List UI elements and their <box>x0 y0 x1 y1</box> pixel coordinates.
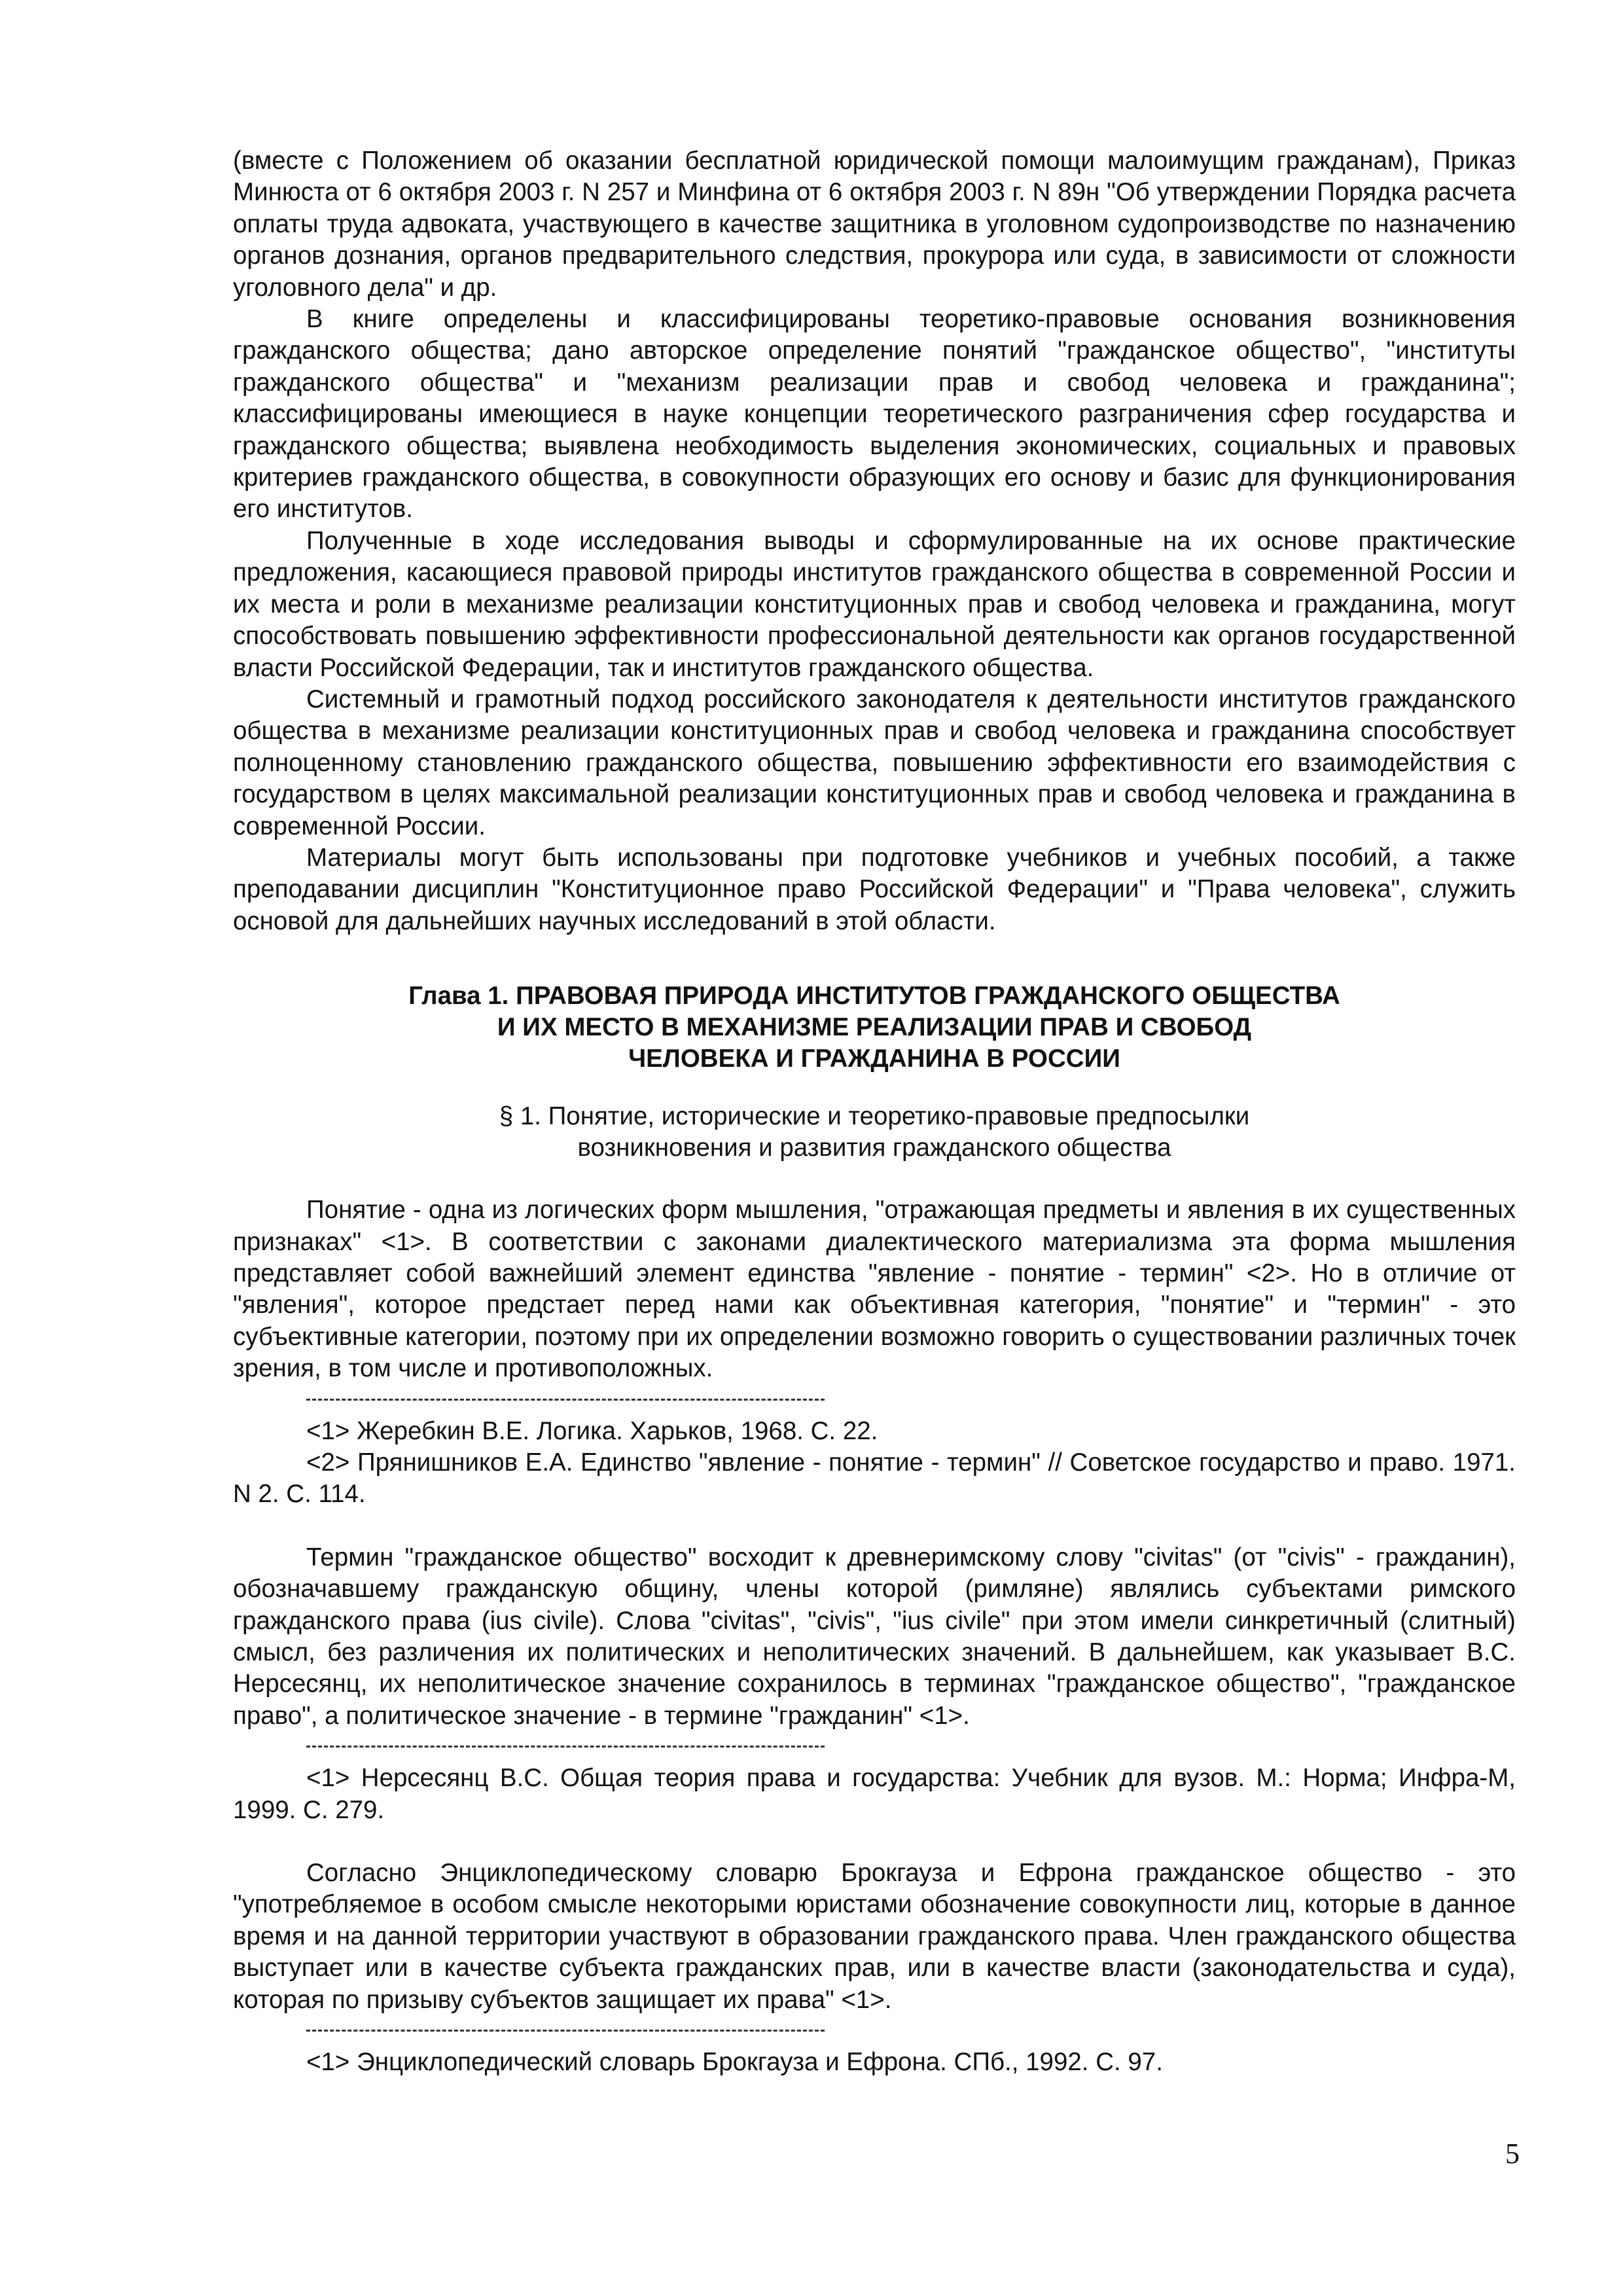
section-heading-line-1: § 1. Понятие, исторические и теоретико-правовые предпосылки <box>499 1102 1250 1131</box>
footnote-separator <box>306 1386 825 1401</box>
footnote-2-1: <1> Нерсесянц В.С. Общая теория права и государства: Учебник для вузов. М.: Норма; Инфра-М, 1999. С. 279. <box>233 1764 1516 1824</box>
intro-paragraph-4: Системный и грамотный подход российского законодателя к деятельности институтов гражданского общества в механизме реализации конституционных прав и свобод человека и гражданина способствует полноценному становлению гражданского общества, повышению эффективности его взаимодействия с государством в целях максимальной реализации конституционных прав и свобод человека и гражданина в современной России. <box>233 685 1516 840</box>
intro-paragraph-5: Материалы могут быть использованы при подготовке учебников и учебных пособий, а также преподавании дисциплин "Конституционное право Российской Федерации" и "Права человека", служить основой для дальнейших научных исследований в этой области. <box>233 843 1516 935</box>
document-page <box>233 145 1516 2079</box>
intro-paragraph-2: В книге определены и классифицированы теоретико-правовые основания возникновения гражданского общества; дано авторское определение понятий "гражданское общество", "институты гражданского общества" и "механизм реализации прав и свобод человека и гражданина"; классифицированы имеющиеся в науке концепции теоретического разграничения сфер государства и гражданского общества; выявлена необходимость выделения экономических, социальных и правовых критериев гражданского общества, в совокупности образующих его основу и базис для функционирования его институтов. <box>233 305 1516 524</box>
chapter-heading-line-2: И ИХ МЕСТО В МЕХАНИЗМЕ РЕАЛИЗАЦИИ ПРАВ И СВОБОД <box>497 1013 1252 1042</box>
body-paragraph-3: Согласно Энциклопедическому словарю Брокгауза и Ефрона гражданское общество - это "употребляемое в особом смысле некоторыми юристами обозначение совокупности лиц, которые в данное время и на данной территории участвуют в образовании гражданского права. Член гражданского общества выступает или в качестве субъекта гражданских прав, или в качестве власти (законодательства и суда), которая по призыву субъектов защищает их права" <1>. <box>233 1859 1516 2014</box>
chapter-heading <box>233 980 1516 1075</box>
footnote-1-1: <1> Жеребкин В.Е. Логика. Харьков, 1968. С. 22. <box>306 1416 878 1445</box>
body-paragraph-1: Понятие - одна из логических форм мышления, "отражающая предметы и явления в их существенных признаках" <1>. В соответствии с законами диалектического материализма эта форма мышления представляет собой важнейший элемент единства "явление - понятие - термин" <2>. Но в отличие от "явления", которое предстает перед нами как объективная категория, "понятие" и "термин" - это субъективные категории, поэтому при их определении возможно говорить о существовании различных точек зрения, в том числе и противоположных. <box>233 1196 1516 1383</box>
footnote-1-2: <2> Прянишников Е.А. Единство "явление - понятие - термин" // Советское государство и право. 1971. N 2. С. 114. <box>233 1448 1516 1509</box>
intro-paragraph-1: (вместе с Положением об оказании бесплатной юридической помощи малоимущим гражданам), Приказ Минюста от 6 октября 2003 г. N 257 и Минфина от 6 октября 2003 г. N 89н "Об утверждении Порядка расчета оплаты труда адвоката, участвующего в качестве защитника в уголовном судопроизводстве по назначению органов дознания, органов предварительного следствия, прокурора или суда, в зависимости от сложности уголовного дела" и др. <box>233 147 1516 302</box>
body-paragraph-2: Термин "гражданское общество" восходит к древнеримскому слову "civitas" (от "civis" - гражданин), обозначавшему гражданскую общину, члены которой (римляне) являлись субъектами римского гражданского права (ius civile). Слова "civitas", "civis", "ius civile" при этом имели синкретичный (слитный) смысл, без различения их политических и неполитических значений. В дальнейшем, как указывает В.С. Нерсесянц, их неполитическое значение сохранилось в терминах "гражданское общество", "гражданское право", а политическое значение - в термине "гражданин" <1>. <box>233 1543 1516 1730</box>
footnote-3-1: <1> Энциклопедический словарь Брокгауза и Ефрона. СПб., 1992. С. 97. <box>306 2048 1163 2077</box>
chapter-heading-line-1: Глава 1. ПРАВОВАЯ ПРИРОДА ИНСТИТУТОВ ГРАЖДАНСКОГО ОБЩЕСТВА <box>408 982 1340 1011</box>
section-heading <box>233 1101 1516 1164</box>
footnote-separator <box>306 2017 825 2032</box>
footnote-separator <box>306 1733 825 1748</box>
page-number: 5 <box>1505 2138 1520 2170</box>
intro-paragraph-3: Полученные в ходе исследования выводы и сформулированные на их основе практические предложения, касающиеся правовой природы институтов гражданского общества в современной России и их места и роли в механизме реализации конституционных прав и свобод человека и гражданина, могут способствовать повышению эффективности профессиональной деятельности как органов государственной власти Российской Федерации, так и институтов гражданского общества. <box>233 526 1516 682</box>
section-heading-line-2: возникновения и развития гражданского общества <box>577 1134 1171 1162</box>
chapter-heading-line-3: ЧЕЛОВЕКА И ГРАЖДАНИНА В РОССИИ <box>628 1045 1120 1073</box>
